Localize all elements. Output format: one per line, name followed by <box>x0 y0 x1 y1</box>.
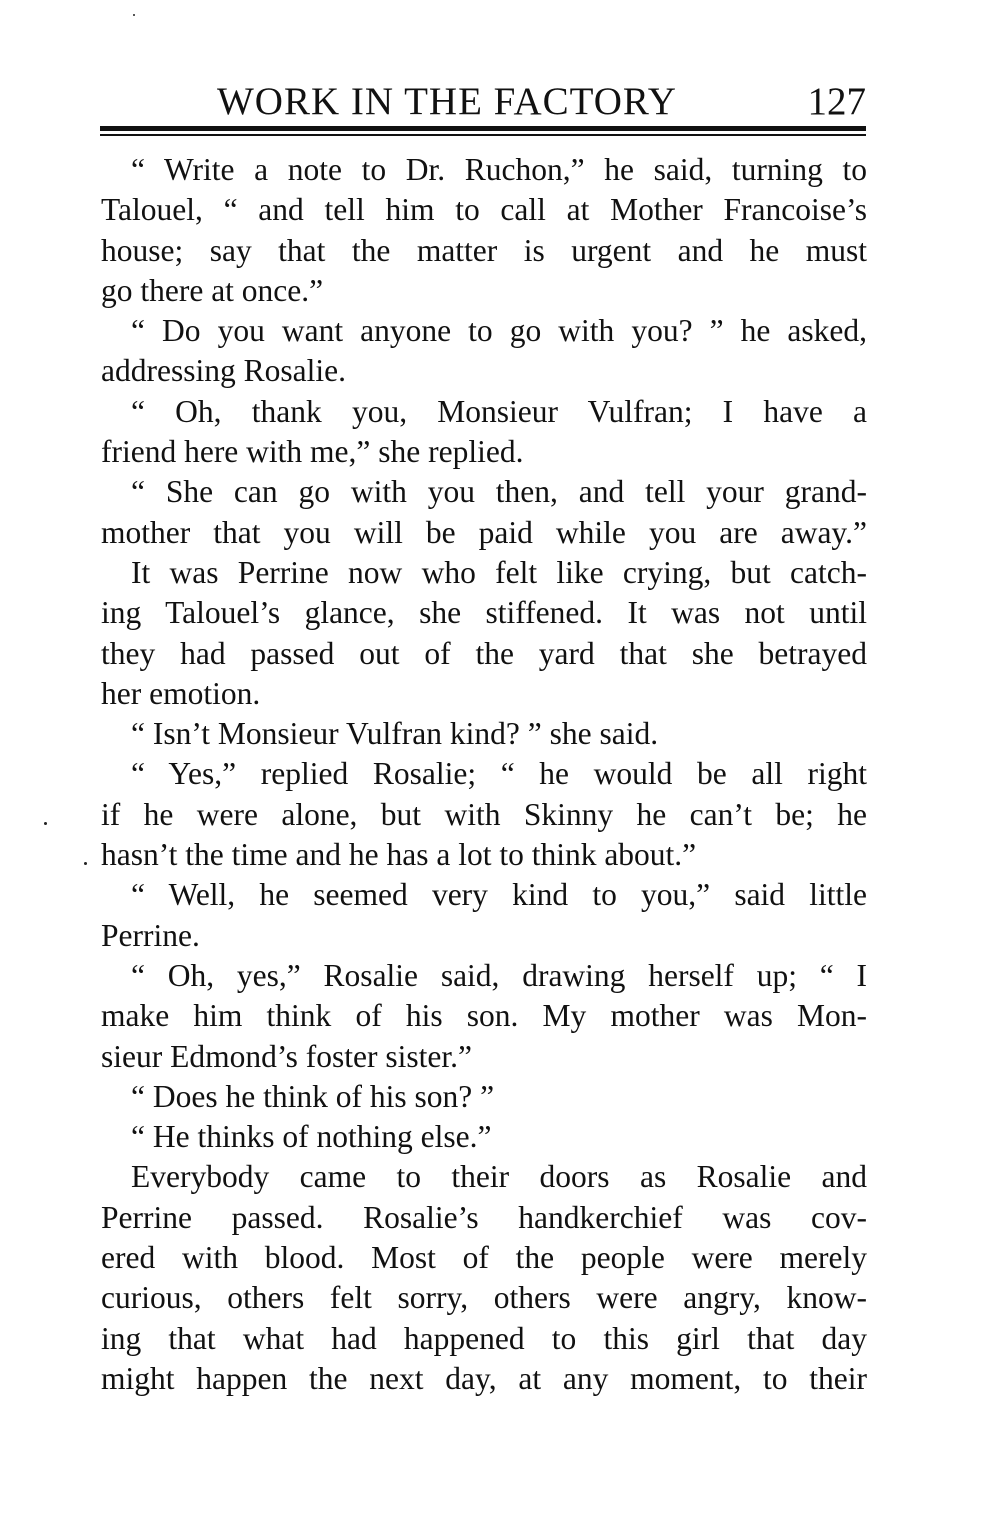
text-line: “ Isn’t Monsieur Vulfran kind? ” she said. <box>131 716 659 752</box>
text-line: curious, others felt sorry, others were angry, know- <box>101 1280 867 1316</box>
body-text <box>101 150 867 1399</box>
text-line: “ Does he think of his son? ” <box>131 1078 495 1114</box>
text-line: Perrine. <box>101 917 200 953</box>
text-line: house; say that the matter is urgent and he must <box>101 232 867 268</box>
text-line: addressing Rosalie. <box>101 353 346 389</box>
text-line: “ Oh, yes,” Rosalie said, drawing herself up; “ I <box>131 957 867 993</box>
text-line: make him think of his son. My mother was Mon- <box>101 998 867 1034</box>
text-line: sieur Edmond’s foster sister.” <box>101 1038 472 1074</box>
text-line: mother that you will be paid while you are away.” <box>101 514 867 550</box>
running-title: WORK IN THE FACTORY <box>217 80 677 123</box>
header-rule-thick <box>100 126 866 131</box>
text-line: “ He thinks of nothing else.” <box>131 1119 492 1155</box>
text-line: “ Well, he seemed very kind to you,” said little <box>131 877 867 913</box>
text-line: they had passed out of the yard that she betrayed <box>101 635 867 671</box>
text-line: her emotion. <box>101 675 261 711</box>
text-line: go there at once.” <box>101 272 324 308</box>
text-line: ing Talouel’s glance, she stiffened. It was not until <box>101 595 867 631</box>
text-line: “ Yes,” replied Rosalie; “ he would be all right <box>131 756 867 792</box>
text-line: Talouel, “ and tell him to call at Mother Francoise’s <box>101 192 867 228</box>
running-head <box>100 80 866 124</box>
text-line: ing that what had happened to this girl that day <box>101 1320 867 1356</box>
scan-speck <box>44 822 47 825</box>
text-line: if he were alone, but with Skinny he can’t be; he <box>101 796 867 832</box>
scan-speck <box>133 14 135 16</box>
text-line: Perrine passed. Rosalie’s handkerchief was cov- <box>101 1199 867 1235</box>
header-rule-thin <box>100 134 866 136</box>
text-line: “ Oh, thank you, Monsieur Vulfran; I have a <box>131 393 867 429</box>
scan-speck <box>84 862 87 865</box>
text-line: friend here with me,” she replied. <box>101 434 524 470</box>
text-line: hasn’t the time and he has a lot to think about.” <box>101 837 697 873</box>
text-line: “ Do you want anyone to go with you? ” he asked, <box>131 313 867 349</box>
text-line: ered with blood. Most of the people were merely <box>101 1240 867 1276</box>
text-line: “ She can go with you then, and tell your grand- <box>131 474 867 510</box>
text-line: might happen the next day, at any moment, to their <box>101 1360 867 1396</box>
text-line: Everybody came to their doors as Rosalie and <box>131 1159 867 1195</box>
text-line: It was Perrine now who felt like crying, but catch- <box>131 554 867 590</box>
text-line: “ Write a note to Dr. Ruchon,” he said, turning to <box>131 152 867 187</box>
page-number: 127 <box>807 80 866 123</box>
